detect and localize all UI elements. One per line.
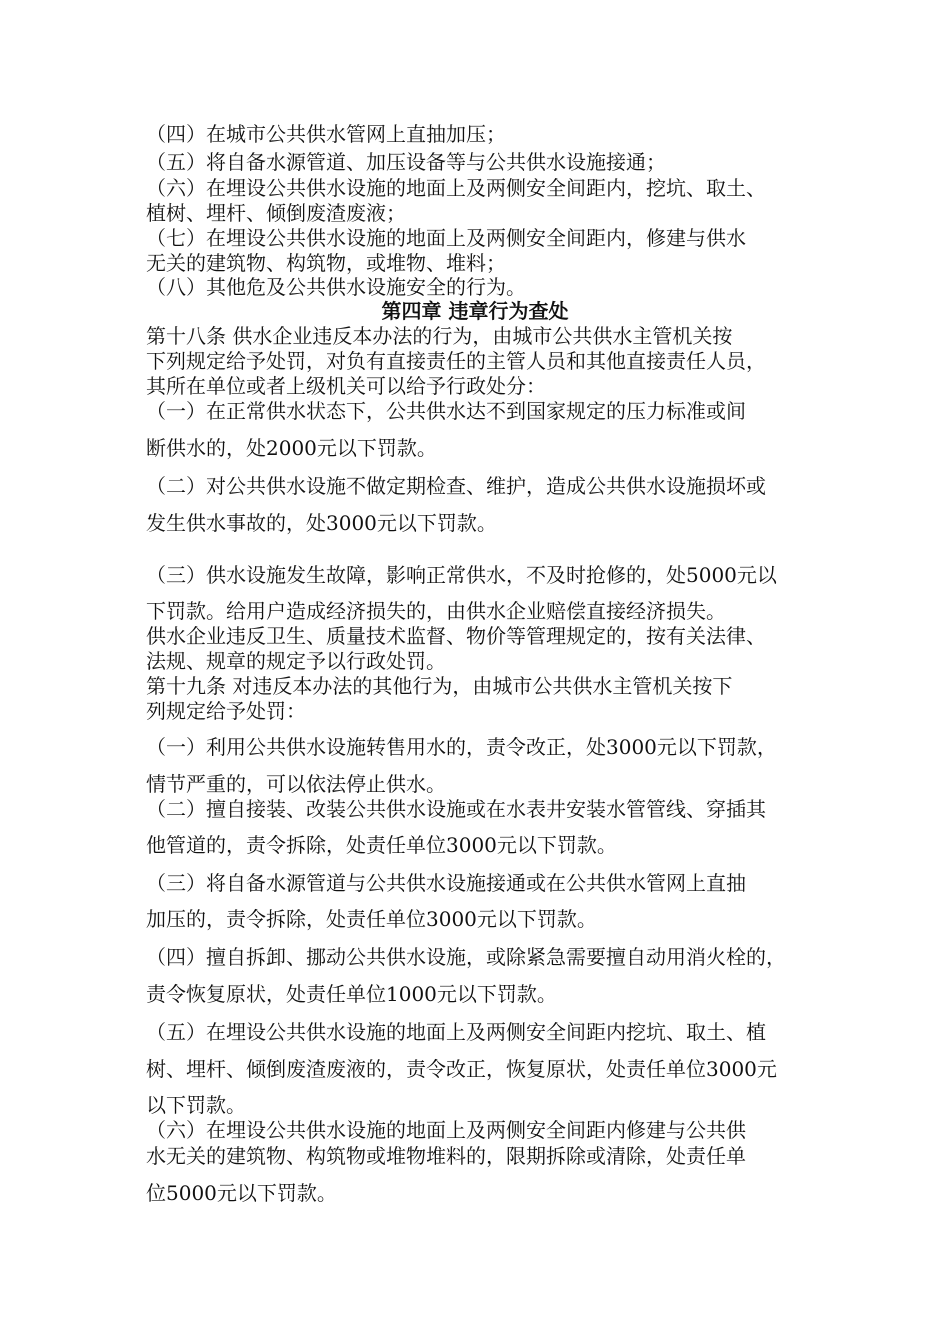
text-line: 无关的建筑物、构筑物，或堆物、堆料； xyxy=(146,251,506,275)
text-line: （一）在正常供水状态下，公共供水达不到国家规定的压力标准或间 xyxy=(146,399,746,423)
text-line: 第十九条 对违反本办法的其他行为，由城市公共供水主管机关按下 xyxy=(146,674,733,698)
chapter-heading: 第四章 违章行为查处 xyxy=(381,299,569,323)
text-line: 下罚款。给用户造成经济损失的，由供水企业赔偿直接经济损失。 xyxy=(146,599,726,623)
text-line: （八）其他危及公共供水设施安全的行为。 xyxy=(146,275,526,299)
text-line: 第十八条 供水企业违反本办法的行为，由城市公共供水主管机关按 xyxy=(146,324,733,348)
text-line: 树、埋杆、倾倒废渣废液的，责令改正，恢复原状，处责任单位3000元 xyxy=(146,1057,777,1081)
text-line: （五）在埋设公共供水设施的地面上及两侧安全间距内挖坑、取土、植 xyxy=(146,1020,766,1044)
text-line: 供水企业违反卫生、质量技术监督、物价等管理规定的，按有关法律、 xyxy=(146,624,766,648)
text-line: 植树、埋杆、倾倒废渣废液； xyxy=(146,201,406,225)
text-line: 其所在单位或者上级机关可以给予行政处分： xyxy=(146,374,546,398)
text-line: 列规定给予处罚： xyxy=(146,699,306,723)
text-line: （六）在埋设公共供水设施的地面上及两侧安全间距内，挖坑、取土、 xyxy=(146,176,766,200)
text-line: 加压的，责令拆除，处责任单位3000元以下罚款。 xyxy=(146,907,597,931)
text-line: （六）在埋设公共供水设施的地面上及两侧安全间距内修建与公共供 xyxy=(146,1118,746,1142)
text-line: （二）对公共供水设施不做定期检查、维护，造成公共供水设施损坏或 xyxy=(146,474,766,498)
text-line: 法规、规章的规定予以行政处罚。 xyxy=(146,649,446,673)
text-line: 发生供水事故的，处3000元以下罚款。 xyxy=(146,511,497,535)
text-line: （三）供水设施发生故障，影响正常供水，不及时抢修的，处5000元以 xyxy=(146,563,777,587)
text-line: （一）利用公共供水设施转售用水的，责令改正，处3000元以下罚款， xyxy=(146,735,777,759)
text-line: （五）将自备水源管道、加压设备等与公共供水设施接通； xyxy=(146,150,666,174)
text-line: 责令恢复原状，处责任单位1000元以下罚款。 xyxy=(146,982,557,1006)
text-line: （七）在埋设公共供水设施的地面上及两侧安全间距内，修建与供水 xyxy=(146,226,746,250)
text-line: （四）擅自拆卸、挪动公共供水设施，或除紧急需要擅自动用消火栓的， xyxy=(146,945,786,969)
text-line: 他管道的，责令拆除，处责任单位3000元以下罚款。 xyxy=(146,833,617,857)
text-line: 下列规定给予处罚，对负有直接责任的主管人员和其他直接责任人员， xyxy=(146,349,766,373)
text-line: 情节严重的，可以依法停止供水。 xyxy=(146,772,446,796)
text-line: 断供水的，处2000元以下罚款。 xyxy=(146,436,437,460)
text-line: 位5000元以下罚款。 xyxy=(146,1181,337,1205)
text-line: 水无关的建筑物、构筑物或堆物堆料的，限期拆除或清除，处责任单 xyxy=(146,1144,746,1168)
text-line: 以下罚款。 xyxy=(146,1093,246,1117)
text-line: （二）擅自接装、改装公共供水设施或在水表井安装水管管线、穿插其 xyxy=(146,797,766,821)
text-line: （三）将自备水源管道与公共供水设施接通或在公共供水管网上直抽 xyxy=(146,871,746,895)
text-line: （四）在城市公共供水管网上直抽加压； xyxy=(146,122,506,146)
